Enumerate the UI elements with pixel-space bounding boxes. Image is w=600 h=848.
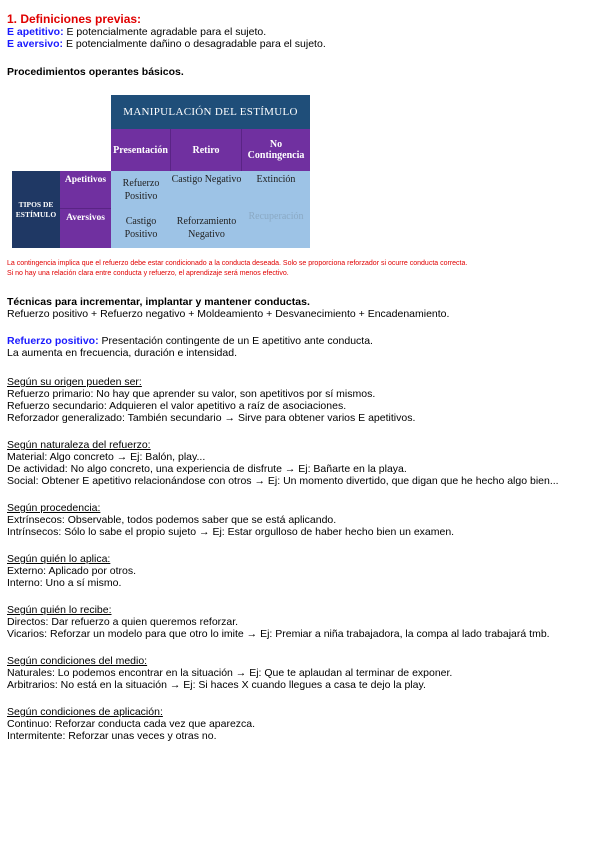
side-label: TIPOS DE ESTÍMULO [12,171,60,248]
table-cell: Recuperación [242,208,310,248]
table-cell: Castigo Negativo [171,171,242,208]
section-line: De actividad: No algo concreto, una experiencia de disfrute → Ej: Bañarte en la playa. [7,463,407,475]
positive-line2: La aumenta en frecuencia, duración e intensidad. [7,347,237,359]
section-line: Directos: Dar refuerzo a quien queremos reforzar. [7,616,239,628]
section-line: Refuerzo primario: No hay que aprender su valor, son apetitivos por sí mismos. [7,388,376,400]
section-spacer [7,424,593,439]
table-title: MANIPULACIÓN DEL ESTÍMULO [111,95,310,129]
section-line: Reforzador generalizado: También secundario → Sirve para obtener varios E apetitivos. [7,412,416,424]
section-spacer [7,691,593,706]
section-title: Según condiciones de aplicación: [7,706,163,718]
section-title: Según quién lo recibe: [7,604,112,616]
table-cell: Extinción [242,171,310,208]
section-line: Refuerzo secundario: Adquieren el valor apetitivo a raíz de asociaciones. [7,400,347,412]
section-line: Naturales: Lo podemos encontrar en la situación → Ej: Que te aplaudan al terminar de exponer. [7,667,453,679]
definitions-title: 1. Definiciones previas: [7,12,142,26]
section-title: Según procedencia: [7,502,101,514]
section-line: Material: Algo concreto → Ej: Balón, play... [7,451,206,463]
table-cell: Refuerzo Positivo [111,171,171,208]
table-cell: Reforzamiento Negativo [171,208,242,248]
section-spacer [7,487,593,502]
definition-text: E potencialmente agradable para el sujeto. [63,26,267,38]
positive-text: Presentación contingente de un E apetitivo ante conducta. [98,335,373,347]
row-label: Apetitivos [60,171,111,208]
section-spacer [7,359,593,376]
table-cell: Castigo Positivo [111,208,171,248]
section-line: Interno: Uno a sí mismo. [7,577,122,589]
section-line: Intermitente: Reforzar unas veces y otras no. [7,730,217,742]
section-spacer [7,640,593,655]
section-line: Externo: Aplicado por otros. [7,565,136,577]
section-line: Intrínsecos: Sólo lo sabe el propio sujeto → Ej: Estar orgulloso de haber hecho bien un examen. [7,526,455,538]
section-title: Según naturaleza del refuerzo: [7,439,151,451]
section-line: Continuo: Reforzar conducta cada vez que aparezca. [7,718,256,730]
section-line: Extrínsecos: Observable, todos podemos saber que se está aplicando. [7,514,337,526]
definition-apetitivo [7,26,593,38]
section-title: Según quién lo aplica: [7,553,111,565]
sections-list [7,359,593,742]
term-aversivo: E aversivo: [7,38,64,50]
section-line: Arbitrarios: No está en la situación → Ej: Si haces X cuando llegues a casa te dejo la play. [7,679,426,691]
term-positive: Refuerzo positivo: [7,335,99,347]
column-header: Presentación [111,129,171,171]
section-line: Social: Obtener E apetitivo relacionándose con otros → Ej: Un momento divertido, que digan que he hecho algo bien... [7,475,559,487]
definition-text: E potencialmente dañino o desagradable para el sujeto. [63,38,326,50]
procedures-table [12,95,310,248]
definitions-block [7,12,593,78]
term-apetitivo: E apetitivo: [7,26,64,38]
column-header: No Contingencia [242,129,310,171]
section-spacer [7,589,593,604]
procedures-title: Procedimientos operantes básicos. [7,66,184,78]
note-line: Si no hay una relación clara entre conducta y refuerzo, el aprendizaje será menos efectivo. [7,270,289,277]
content-body [7,296,593,742]
section-title: Según su origen pueden ser: [7,376,142,388]
positive-definition [7,335,593,347]
definition-aversivo [7,38,593,50]
row-label: Aversivos [60,208,111,248]
section-line: Vicarios: Reforzar un modelo para que otro lo imite → Ej: Premiar a niña trabajadora, la compa al lado trabajará tmb. [7,628,550,640]
note-line: La contingencia implica que el refuerzo debe estar condicionado a la conducta deseada. Solo se proporciona reforzador si ocurre conducta correcta. [7,260,468,267]
section-spacer [7,538,593,553]
contingency-note [7,259,593,279]
column-header: Retiro [171,129,242,171]
section-title: Según condiciones del medio: [7,655,148,667]
techniques-title: Técnicas para incrementar, implantar y mantener conductas. [7,296,310,308]
techniques-text: Refuerzo positivo + Refuerzo negativo + Moldeamiento + Desvanecimiento + Encadenamiento. [7,308,450,320]
